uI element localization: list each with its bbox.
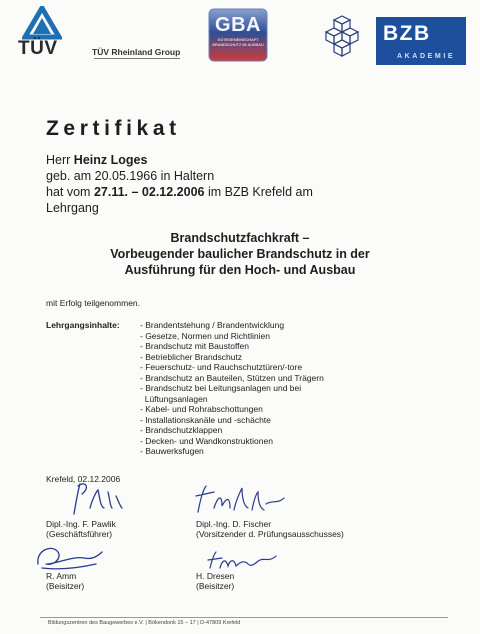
success-statement: mit Erfolg teilgenommen. bbox=[46, 298, 141, 308]
lehrgang-line: Lehrgang bbox=[46, 201, 99, 215]
gba-logo-text: GBA bbox=[215, 14, 261, 36]
contents-label: Lehrgangsinhalte: bbox=[46, 320, 120, 330]
footer-address: Bildungszentren des Baugewerbes e.V. | Bökendonk 15 – 17 | D-47809 Krefeld bbox=[48, 620, 241, 626]
bzb-logo-text: BZB bbox=[383, 22, 431, 45]
tuv-group-text: TÜV Rheinland Group bbox=[92, 47, 181, 57]
recipient-name: Heinz Loges bbox=[73, 153, 148, 167]
footer-divider bbox=[40, 617, 448, 618]
pawlik-signature bbox=[60, 478, 130, 520]
cube-stack-logo-icon bbox=[318, 14, 366, 60]
signer-fischer-name: Dipl.-Ing. D. Fischer bbox=[196, 519, 272, 529]
contents-item: - Betrieblicher Brandschutz bbox=[140, 351, 243, 362]
attendance-dates: 27.11. – 02.12.2006 bbox=[93, 185, 205, 199]
contents-item: - Installationskanäle und -schächte bbox=[140, 414, 271, 425]
contents-item: - Brandschutz mit Baustoffen bbox=[140, 341, 249, 351]
attendance-suffix: im BZB Krefeld am bbox=[207, 185, 313, 199]
signer-dresen-role: (Beisitzer) bbox=[196, 581, 235, 591]
contents-item: - Decken- und Wandkonstruktionen bbox=[140, 435, 273, 446]
course-title bbox=[24, 230, 456, 278]
contents-list bbox=[140, 320, 324, 457]
header-divider bbox=[94, 58, 180, 59]
salutation: Herr bbox=[46, 153, 71, 167]
signer-amm-role: (Beisitzer) bbox=[46, 581, 85, 591]
tuv-triangle-logo-icon bbox=[22, 6, 62, 40]
amm-signature bbox=[34, 540, 104, 572]
bzb-logo-subtitle: AKADEMIE bbox=[397, 53, 456, 60]
recipient-line bbox=[46, 153, 147, 167]
course-title-line: Ausführung für den Hoch- und Ausbau bbox=[124, 263, 356, 277]
contents-item: - Brandentstehung / Brandentwicklung bbox=[140, 320, 285, 330]
contents-item: Lüftungsanlagen bbox=[140, 393, 208, 404]
gba-logo-subtitle: GÜTEGEMEINSCHAFT BRANDSCHUTZ IM AUSBAU bbox=[212, 38, 264, 47]
signer-amm-name: R. Amm bbox=[46, 571, 77, 581]
signer-fischer-role: (Vorsitzender d. Prüfungsausschusses) bbox=[196, 529, 344, 539]
attendance-prefix: hat vom bbox=[46, 185, 91, 199]
signer-pawlik-name: Dipl.-Ing. F. Pawlik bbox=[46, 519, 116, 529]
tuv-logo-text: TÜV bbox=[18, 38, 58, 59]
course-title-line: Vorbeugender baulicher Brandschutz in der bbox=[110, 247, 370, 261]
contents-item: - Brandschutz an Bauteilen, Stützen und Trägern bbox=[140, 372, 324, 383]
contents-item: - Kabel- und Rohrabschottungen bbox=[140, 404, 263, 414]
course-title-line: Brandschutzfachkraft – bbox=[170, 231, 310, 245]
fischer-signature bbox=[192, 482, 292, 520]
birth-line: geb. am 20.05.1966 in Haltern bbox=[46, 169, 215, 183]
place-date: Krefeld, 02.12.2006 bbox=[46, 474, 121, 484]
contents-item: - Gesetze, Normen und Richtlinien bbox=[140, 330, 270, 341]
certificate-title: Zertifikat bbox=[46, 117, 181, 140]
signer-pawlik-role: (Geschäftsführer) bbox=[46, 529, 113, 539]
contents-item: - Brandschutzklappen bbox=[140, 425, 223, 435]
signer-dresen-name: H. Dresen bbox=[196, 571, 235, 581]
contents-item: - Brandschutz bei Leitungsanlagen und bei bbox=[140, 383, 302, 393]
attendance-line bbox=[46, 185, 313, 199]
contents-item: - Feuerschutz- und Rauchschutztüren/-tore bbox=[140, 362, 303, 372]
contents-item: - Bauwerksfugen bbox=[140, 446, 204, 456]
